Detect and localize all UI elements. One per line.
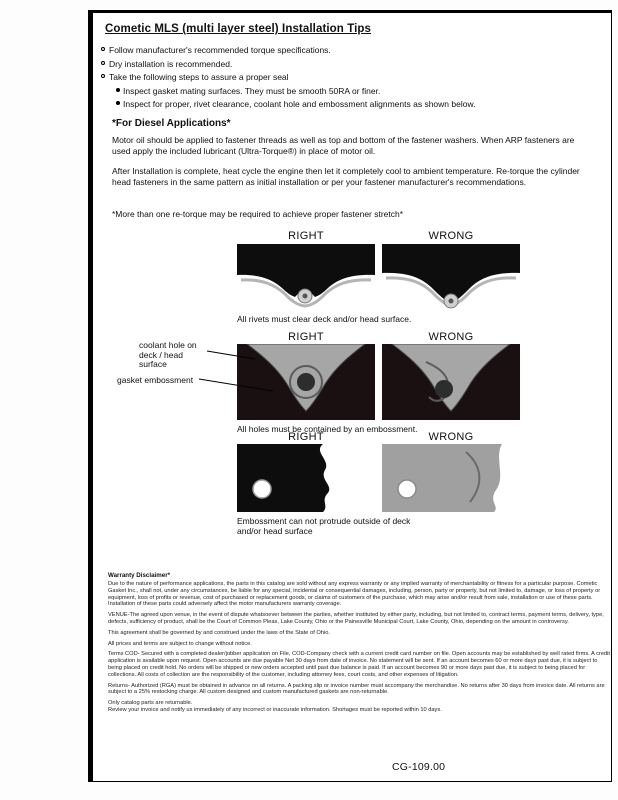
document-page [88, 10, 612, 782]
tip-text: Follow manufacturer's recommended torque specifications. [109, 45, 331, 55]
warranty-paragraph: Only catalog parts are returnable. [108, 700, 193, 707]
coolant-hole-wrong-diagram [382, 344, 520, 420]
warranty-paragraph: Returns- Authorized (RGA) must be obtained in advance on all returns. A packing slip or invoice number must accompany the merchandise. No returns after 30 days from invoice date. All returns are subject to a 25% restocking charge. All custom designed and custom manufactured gaskets are non-returnable. [108, 682, 605, 696]
page-title: Cometic MLS (multi layer steel) Installation Tips [105, 23, 372, 35]
rivet-right-diagram [237, 244, 375, 310]
rivet-caption: All rivets must clear deck and/or head surface. [237, 314, 412, 324]
wrong-label: WRONG [428, 331, 474, 343]
warranty-paragraph: Due to the nature of performance applications, the parts in this catalog are sold without any express warranty or any implied warranty of merchantability or fitness for a particular purpose. Cometic Gasket Inc., shall not, under any circumstances, be liable for any special, incidental or consequential damages, including, person, party or property, but not limited to, damage, or loss of property or equipment, loss of profits or revenue, cost of purchased or replacement goods, or claims of customers of the purchase, which may arise and/or result from sale, installation or use of these parts. Installation of these parts could adversely affect the motor manufacturers warranty coverage. [108, 581, 601, 608]
circle-bullet-icon [101, 47, 105, 51]
list-item [101, 45, 596, 55]
dot-bullet-icon [116, 88, 120, 92]
right-label: RIGHT [288, 431, 324, 443]
callout-pointer-lines [193, 346, 283, 398]
tip-text: Inspect for proper, rivet clearance, coolant hole and embossment alignments as shown below. [123, 98, 476, 109]
diesel-paragraph-1: Motor oil should be applied to fastener threads as well as top and bottom of the fastener washers. When ARP fasteners are used apply the included lubricant (Ultra-Torque®) in place of motor oil. [112, 135, 575, 156]
list-item [101, 72, 596, 82]
tip-text: Inspect gasket mating surfaces. They must be smooth 50RA or finer. [123, 85, 381, 96]
warranty-paragraph: Terms COD- Secured with a completed dealer/jobber application on File, COD-Company check with a current credit card number on file. Open accounts may be established by well rated firms. A credit application is available upon request. Open accounts are due payable Net 30 days from date of invoice. No statement will be sent. If an account becomes 60 or more days past due, it is subject to being placed on credit hold. No orders will be shipped or new orders accepted until past due balance is paid. If an account becomes 90 or more days past due, it is subject to being placed for collections. All costs of collection are the responsibility of the customer, including attorney fees, court costs, and other expenses of litigation. [108, 651, 610, 678]
list-item [116, 99, 596, 109]
circle-bullet-icon [101, 74, 105, 78]
diesel-applications-heading: *For Diesel Applications* [112, 118, 231, 129]
embossment-right-diagram [237, 444, 375, 512]
wrong-label: WRONG [428, 230, 474, 242]
retorque-note: *More than one re-torque may be required to achieve proper fastener stretch* [112, 209, 404, 219]
warranty-paragraph: Review your invoice and notify us immediately of any incorrect or inaccurate information. Shortages must be reported within 10 days. [108, 706, 442, 713]
diesel-paragraph-2: After Installation is complete, heat cycle the engine then let it completely cool to ambient temperature. Re-torque the cylinder head fasteners in the same pattern as initial installation or per your fastener manufacturer's recommendations. [112, 166, 580, 187]
installation-tips-list [101, 45, 596, 112]
wrong-label: WRONG [428, 431, 474, 443]
tip-text: Take the following steps to assure a proper seal [109, 72, 289, 82]
gasket-embossment-callout: gasket embossment [117, 375, 194, 385]
list-item [101, 59, 596, 69]
protrusion-caption: Embossment can not protrude outside of deck and/or head surface [237, 516, 411, 536]
coolant-hole-callout: coolant hole on deck / head surface [139, 340, 197, 369]
warranty-paragraph: All prices and terms are subject to change without notice. [108, 640, 252, 647]
tip-text: Dry installation is recommended. [109, 58, 233, 69]
rivet-wrong-diagram [382, 244, 520, 310]
right-label: RIGHT [288, 230, 324, 242]
warranty-paragraph: VENUE-The agreed upon venue, in the event of dispute whatsoever between the parties, whether instituted by either party, including, but not limited to, contract terms, payment terms, delivery, type, defects, sufficiency of product, shall be the Court of Common Pleas, Lake County, Ohio or the Painesville Municipal Court, Lake County, Ohio, depending on the amount in controversy. [108, 612, 604, 625]
list-item [116, 86, 596, 96]
right-label: RIGHT [288, 331, 324, 343]
warranty-disclaimer-text [108, 581, 610, 718]
circle-bullet-icon [101, 61, 105, 65]
embossment-wrong-diagram [382, 444, 520, 512]
warranty-disclaimer-heading: Warranty Disclaimer* [108, 572, 171, 579]
dot-bullet-icon [116, 101, 120, 105]
embossment-caption: All holes must be contained by an embossment. [237, 424, 418, 434]
warranty-paragraph: This agreement shall be governed by and construed under the laws of the State of Ohio. [108, 629, 330, 636]
page-number: CG-109.00 [392, 761, 446, 773]
